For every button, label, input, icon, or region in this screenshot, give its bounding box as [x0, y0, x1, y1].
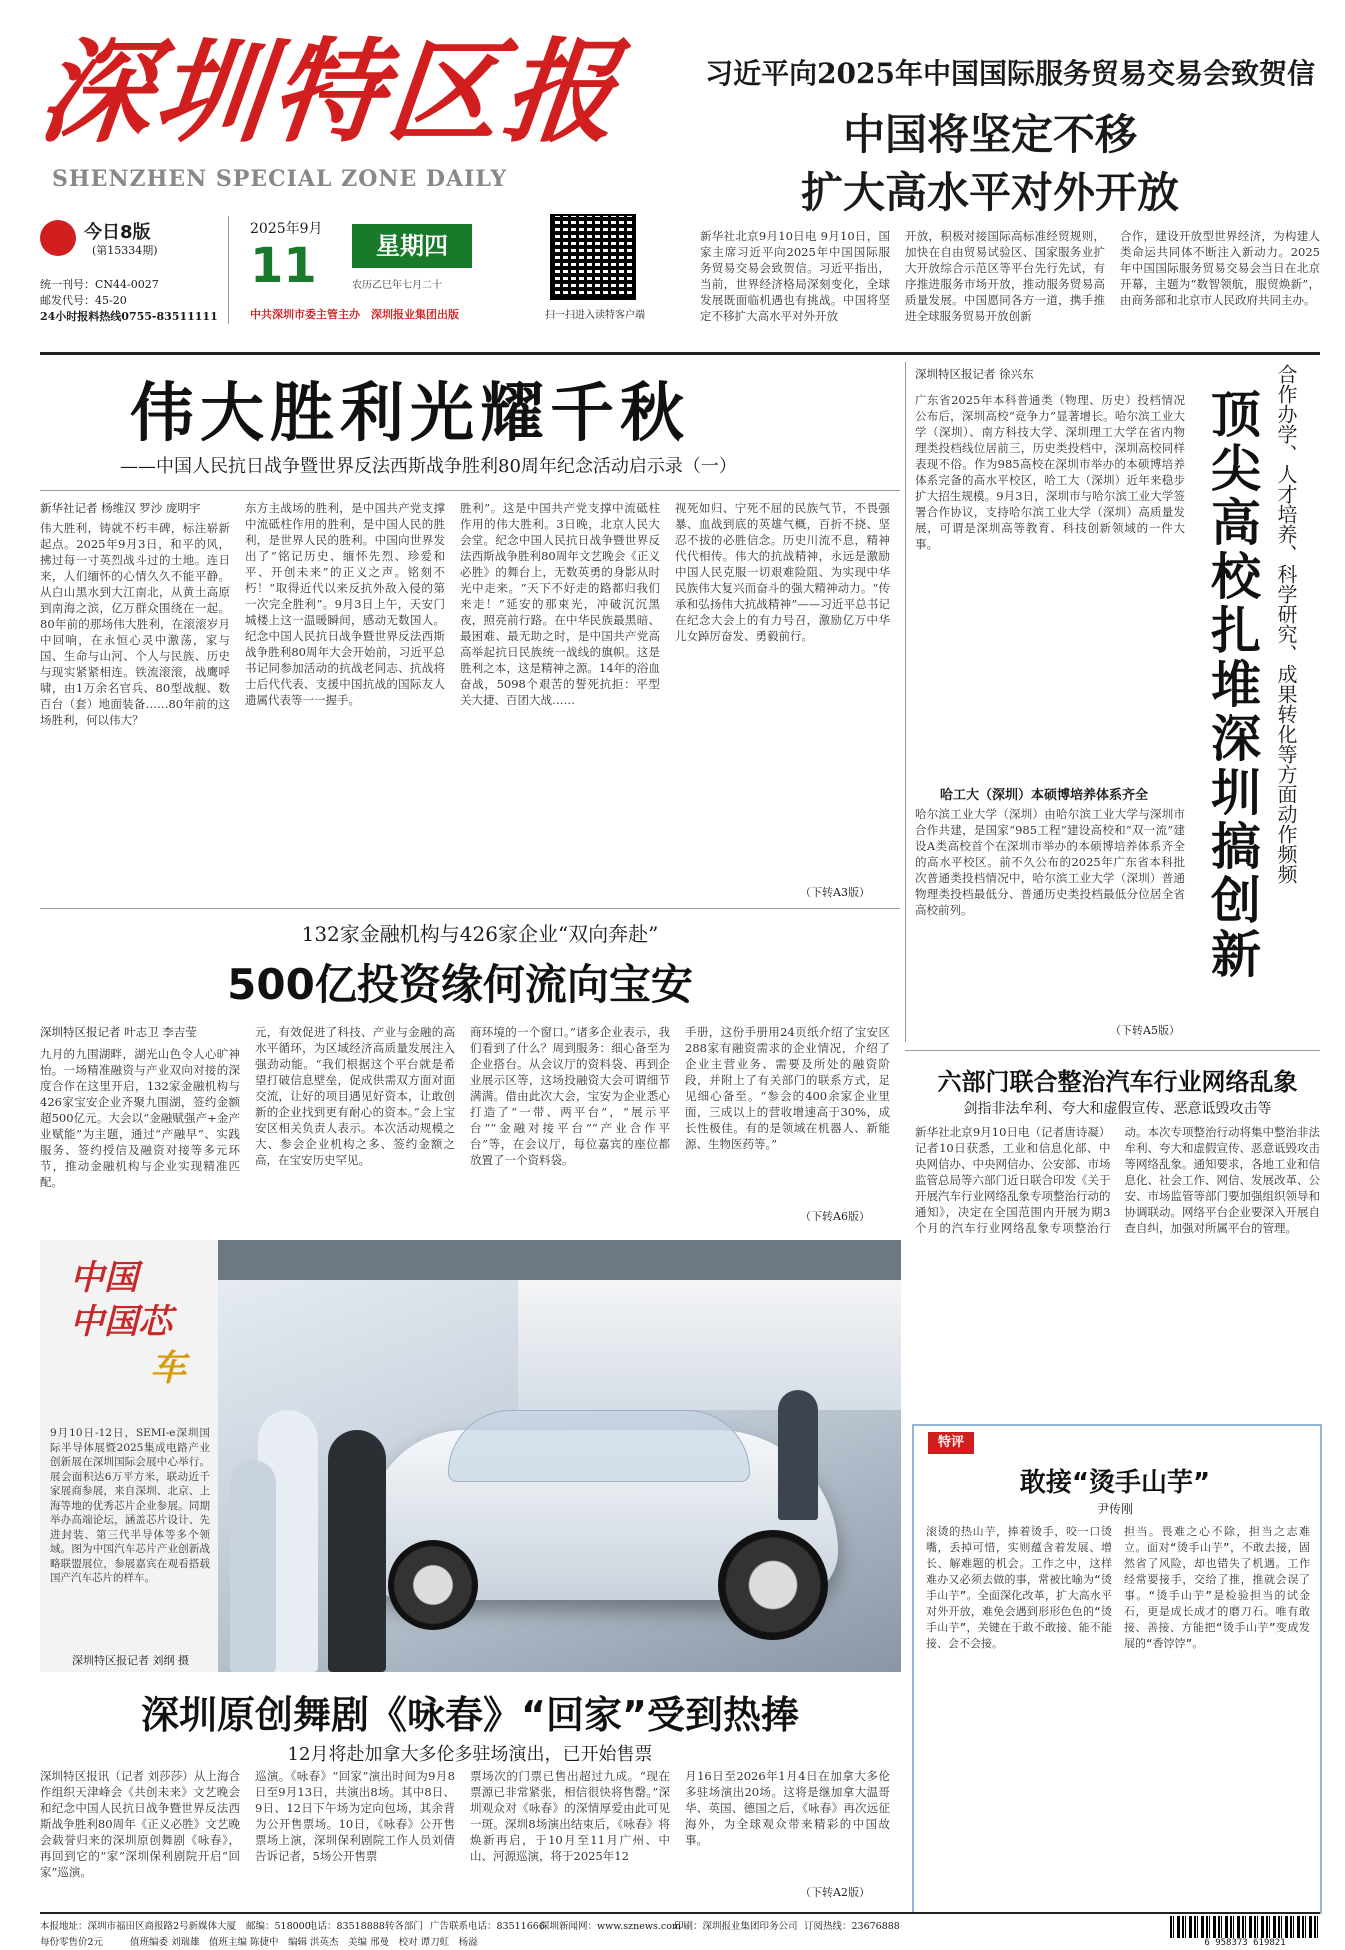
divider [905, 1050, 1320, 1051]
main-story-byline: 新华社记者 杨维汉 罗沙 庞明宇 [40, 501, 201, 515]
lead-title-line2: 扩大高水平对外开放 [800, 168, 1179, 217]
commentary-body-2: 担当。畏难之心不除，担当之志难立。面对“烫手山芋”，不敢去接，固然省了风险，却也错失了机遇。工作经常要接手，交给了推，推就会误了事。“烫手山芋”是检验担当的试金石，更是成长成才的磨刀石。唯有敢接、善接、方能把“烫手山芋”变成发展的“香饽饽”。 [1124, 1525, 1310, 1650]
right-story-title: 顶尖高校扎堆深圳搞创新 [1203, 388, 1261, 982]
divider [40, 490, 900, 491]
photo-credit: 深圳特区报记者 刘纲 摄 [72, 1654, 189, 1667]
auto-story-body: 新华社北京9月10日电（记者唐诗凝）记者10日获悉，工业和信息化部、中央网信办、中央网信办、公安部、市场监管总局等六部门近日联合印发《关于开展汽车行业网络乱象专项整治行动的通知》，决定在全国范围内开展为期3个月的汽车行业网络乱象专项整治行动。本次专项整治行动将集中整治非法牟利、夸大和虚假宣传、恶意诋毁攻击等网络乱象。通知要求，各地工业和信息化、社会工作、网信、发展改革、公安、市场监管等部门要加强组织领导和协调联动。网络平台企业要深入开展自查自纠，加强对所属平台的管理。 [915, 1125, 1320, 1235]
finance-kicker: 132家金融机构与426家企业“双向奔赴” [301, 922, 659, 946]
lead-kicker: 习近平向2025年中国国际服务贸易交易会致贺信 [705, 57, 1315, 90]
pages-count: 今日8版 [84, 222, 151, 243]
hotline: 24小时报料热线0755-83511111 [40, 310, 218, 323]
main-story-column-4: 视死如归、宁死不屈的民族气节，不畏强暴、血战到底的英雄气概，百折不挠、坚忍不拔的必胜信念。历史川流不息，精神代代相传。伟大的抗战精神，永远是激励中国人民克服一切艰难险阻、为实现中华民族伟大复兴而奋斗的强大精神动力。“传承和弘扬伟大抗战精神”——习近平总书记在纪念大会上的有力号召，激励亿万中华儿女踔厉奋发、勇毅前行。 [675, 501, 890, 643]
car-wheel-front [718, 1530, 828, 1640]
finance-jump[interactable]: （下转A6版） [800, 1210, 870, 1223]
dance-column-3: 票场次的门票已售出超过九成。“现在票源已非常紧张，相信很快将售罄。”深圳观众对《咏春》的深情厚爱由此可见一斑。深圳8场演出结束后，《咏春》将焕新再启，于10月至11月广州、中山、河源巡演，将于2025年12 [470, 1769, 670, 1863]
masthead-english: SHENZHEN SPECIAL ZONE DAILY [52, 166, 508, 192]
photo-badge-3: 车 [150, 1347, 187, 1389]
footer-postcode: 邮编：518000 [246, 1921, 311, 1932]
commentary-body-1: 滚烫的热山芋，捧着烫手，咬一口烫嘴，丢掉可惜，实则蕴含着发展、增长、解难题的机会。工作之中，这样难办又必须去做的事，常被比喻为“烫手山芋”。全面深化改革，扩大高水平对外开放，难免会遇到形形色色的“烫手山芋”，关键在于敢不敢接、能不能接、会不会接。 [926, 1525, 1112, 1650]
right-story-jump[interactable]: （下转A5版） [1110, 1024, 1180, 1037]
weekday-badge: 星期四 [352, 224, 472, 268]
ceiling [218, 1240, 901, 1280]
photo-caption: 9月10日-12日，SEMI-e深圳国际半导体展暨2025集成电路产业创新展在深圳国际会展中心举行。展会面积达6万平方米，联动近千家展商参展，来自深圳、北京、上海等地的优秀芯片企业参展。同期举办高端论坛，涵盖芯片设计、先进封装、第三代半导体等多个领域。图为中国汽车芯片产业创新战略联盟展位，参展嘉宾在观看搭载国产汽车芯片的样车。 [50, 1427, 210, 1584]
barcode-icon [1170, 1916, 1320, 1938]
main-story-jump[interactable]: （下转A3版） [800, 886, 870, 899]
main-story-column-3: 胜利”。这是中国共产党支撑中流砥柱作用的伟大胜利。3日晚，北京人民大会堂。纪念中国人民抗日战争暨世界反法西斯战争胜利80周年文艺晚会《正义必胜》的舞台上，无数英勇的身影从时光中走来。“天下不好走的路都归我们来走！”延安的那束光，冲破沉沉黑夜，照亮前行路。在中华民族最黑暗、最困难、最无助之时，是中国共产党高高举起抗日民族统一战线的旗帜。这是胜利之本，这是精神之源。14年的浴血奋战，5098个艰苦的誓死抗拒：平型关大捷、百团大战…… [460, 501, 660, 707]
date-year-month: 2025年9月 [250, 221, 323, 237]
main-story-column-2: 东方主战场的胜利，是中国共产党支撑中流砥柱作用的胜利，是中国人民的胜利，是世界人民的胜利。中国向世界发出了“铭记历史、缅怀先烈、珍爱和平、开创未来”的正义之声。铭刻不朽！“取得近代以来反抗外敌入侵的第一次完全胜利”。9月3日上午，天安门城楼上这一温暖瞬间，感动无数国人。纪念中国人民抗日战争暨世界反法西斯战争胜利80周年大会开始前，习近平总书记同参加活动的抗战老同志、抗战将士后代代表、支援中国抗战的国际友人遗属代表等一一握手。 [245, 501, 445, 707]
right-story-subhead: 哈工大（深圳）本硕博培养体系齐全 [940, 788, 1149, 803]
photo-badge-2: 中国芯 [70, 1302, 172, 1342]
finance-column-2: 元，有效促进了科技、产业与金融的高水平循环，为区域经济高质量发展注入强劲动能。“我们根据这个平台就是希望打破信息壁垒，促成供需双方面对面交流，让好的项目遇见好资本，让敢创新的企业找到更有耐心的资本。”会上宝安区相关负责人表示。本次活动规模之大、参会企业机构之多、签约金额之高，在宝安历史罕见。 [255, 1025, 455, 1167]
commentary-title: 敢接“烫手山芋” [1019, 1468, 1211, 1498]
footer-phone: 电话：83518888转各部门 [308, 1921, 423, 1932]
dance-column-2: 巡演。《咏春》“回家”演出时间为9月8日至9月13日，共演出8场。其中8日、9日、12日下午场为定向包场，其余背为公开售票场。10日，《咏春》公开售票场上演，深圳保利剧院工作人员刘倩告诉记者，5场公开售票 [255, 1769, 455, 1863]
lead-column-1: 新华社北京9月10日电 9月10日，国家主席习近平向2025年中国国际服务贸易交易会致贺信。习近平指出，当前，世界经济格局深刻变化，全球发展既面临机遇也有挑战。中国将坚定不移扩大高水平对外开放 [700, 229, 890, 323]
divider [228, 216, 229, 324]
visitor-2 [328, 1430, 386, 1672]
footer-website: 深圳新闻网：www.sznews.com [540, 1921, 681, 1932]
issue-number: (第15334期) [92, 244, 158, 257]
right-story-body-1: 广东省2025年本科普通类（物理、历史）投档情况公布后，深圳高校“竞争力”显著增长。哈尔滨工业大学（深圳）、南方科技大学、深圳理工大学在省内物理类投档线位居前三，历史类投档中，深圳高校同样表现不俗。作为985高校在深圳市举办的本硕博培养体系完备的高水平校区，哈工大（深圳）近年来稳步扩大招生规模。9月3日，深圳市与哈尔滨工业大学签署合作协议，支持哈尔滨工业大学（深圳）高质量发展，可谓是深圳高等教育、科技创新领域的一件大事。 [915, 393, 1185, 551]
finance-column-4: 手册，这份手册用24页纸介绍了宝安区288家有融资需求的企业情况，介绍了企业主营业务、需要及所处的融资阶段，并附上了有关部门的联系方式，足见细心备至。“参会的400余家企业里面，三成以上的营收增速高于30%，成长性极佳。有的是领域在机器人、新能源、生物医药等。” [685, 1025, 890, 1151]
qr-caption: 扫一扫进入读特客户端 [545, 310, 645, 321]
divider [905, 362, 906, 1042]
car-wheel-rear [388, 1540, 478, 1630]
lead-column-3: 合作，建设开放型世界经济，为构建人类命运共同体不断注入新动力。2025年中国国际服务贸易交易会当日在北京开幕，主题为“数智领航，服贸焕新”，由商务部和北京市人民政府共同主办。 [1120, 229, 1320, 307]
main-story-column-1: 伟大胜利，铸就不朽丰碑，标注崭新起点。2025年9月3日，和平的风，拂过每一寸英烈战斗过的土地。连日来，人们缅怀的心情久久不能平静。从白山黑水到大江南北，从黄土高原到南海之滨，亿万群众围绕在一起。80年前的那场伟大胜利，在滚滚岁月中回响，在永恒心灵中激荡，家与国、生命与山河、个人与民族、历史与现实紧紧相连。铁流滚滚，战鹰呼啸，由1万余名官兵、80型战舰、数百台（套）地面装备……80年前的这场胜利，何以伟大？ [40, 521, 230, 727]
main-story-title: 伟大胜利光耀千秋 [130, 377, 690, 451]
visitor-3 [230, 1460, 276, 1672]
expo-photo [218, 1240, 901, 1672]
lunar-date: 农历乙巳年七月二十 [352, 280, 442, 291]
right-story-body-2: 哈尔滨工业大学（深圳）由哈尔滨工业大学与深圳市合作共建，是国家“985工程”建设高校和“双一流”建设A类高校首个在深圳市举办的本硕博培养体系齐全的高水平校区。前不久公布的2025年广东省本科批次普通类投档情况中，哈尔滨工业大学（深圳）普通物理类投档最低分、普通历史类投档最低分位居全省高校前列。 [915, 807, 1185, 917]
lead-title-line1: 中国将坚定不移 [842, 110, 1137, 159]
code-line-2: 邮发代号：45-20 [40, 294, 127, 307]
sponsor-line: 中共深圳市委主管主办 深圳报业集团出版 [250, 308, 459, 321]
lead-column-2: 开放，积极对接国际高标准经贸规则，加快在自由贸易试验区、国家服务业扩大开放综合示范区等平台先行先试，有序推进服务市场开放，推动服务贸易高质量发展。中国愿同各方一道，携手推进全球服务贸易开放创新 [905, 229, 1105, 323]
right-story-kicker: 合作办学、人才培养、科学研究、成果转化等方面动作频频 [1274, 364, 1298, 884]
footer-address: 本报地址：深圳市福田区商报路2号新媒体大厦 [40, 1921, 237, 1932]
footer-price: 每份零售价2元 [40, 1937, 104, 1948]
date-day: 11 [250, 238, 317, 294]
right-story-byline: 深圳特区报记者 徐兴东 [915, 367, 1034, 381]
dance-column-4: 月16日至2026年1月4日在加拿大多伦多驻场演出20场。这将是继加拿大温哥华、英国、德国之后，《咏春》再次远征海外，为全球观众带来精彩的中国故事。 [685, 1769, 890, 1847]
masthead-title: 深圳特区报 [33, 27, 627, 158]
footer-editors: 值班编委 刘瑞雄 值班主编 陈捷中 编辑 洪英杰 美编 邢曼 校对 谭刀虹 杨溢 [130, 1937, 478, 1948]
footer-ad: 广告联系电话：83511666 [430, 1921, 545, 1932]
finance-column-3: 商环境的一个窗口。”诸多企业表示，我们看到了什么？周到服务：细心备至为企业搭台。从会议厅的资料袋、再到企业展示区等，这场投融资大会可谓细节满满。借由此次大会，宝安为企业悉心打造了“一带、两平台”，“展示平台”“金融对接平台”“产业合作平台”等，在会议厅，每位嘉宾的座位都放置了一个资料袋。 [470, 1025, 670, 1167]
qr-code-icon[interactable] [550, 214, 636, 300]
auto-story-subtitle: 剑指非法牟利、夸大和虚假宣传、恶意诋毁攻击等 [963, 1101, 1272, 1117]
car-canopy [448, 1410, 750, 1482]
header-rule [40, 352, 1320, 355]
finance-title: 500亿投资缘何流向宝安 [227, 960, 693, 1009]
footer-subscribe: 订阅热线：23676888 [804, 1921, 900, 1932]
dance-column-1: 深圳特区报讯（记者 刘莎莎）从上海合作组织天津峰会《共创未来》文艺晚会和纪念中国人民抗日战争暨世界反法西斯战争胜利80周年《正义必胜》文艺晚会载誉归来的深圳原创舞剧《咏春》，再回到它的“家”深圳保利剧院开启“回家”巡演。 [40, 1769, 240, 1879]
main-story-subtitle: ——中国人民抗日战争暨世界反法西斯战争胜利80周年纪念活动启示录（一） [120, 456, 737, 477]
code-line-1: 统一刊号：CN44-0027 [40, 278, 159, 291]
footer-print: 印刷：深圳报业集团印务公司 [674, 1921, 798, 1932]
commentary-author: 尹传刚 [1096, 1502, 1133, 1516]
finance-byline: 深圳特区报记者 叶志卫 李吉莹 [40, 1025, 197, 1039]
newspaper-logo-icon [40, 220, 76, 256]
divider [40, 908, 900, 909]
dance-story-title: 深圳原创舞剧《咏春》“回家”受到热捧 [141, 1693, 799, 1737]
barcode-number: 6 958373 619821 [1204, 1938, 1286, 1948]
photo-badge-1: 中国 [70, 1258, 138, 1298]
visitor-4 [778, 1390, 818, 1520]
commentary-tag: 特评 [928, 1432, 974, 1454]
auto-story-title: 六部门联合整治汽车行业网络乱象 [937, 1068, 1298, 1096]
dance-jump[interactable]: （下转A2版） [800, 1886, 870, 1899]
dance-story-subtitle: 12月将赴加拿大多伦多驻场演出，已开始售票 [287, 1744, 653, 1765]
footer-rule [40, 1912, 1320, 1914]
finance-column-1: 九月的九围湖畔，湖光山色令人心旷神怡。一场精准融资与产业双向对接的深度合作在这里开启，132家金融机构与426家宝安企业齐聚九围湖，签约金额超500亿元。大会以“金融赋强产+金产业赋能”为主题，通过“产融早”、实践服务、签约授信及融资对接等多元环节，推动金融机构与企业实现精准匹配。 [40, 1047, 240, 1189]
